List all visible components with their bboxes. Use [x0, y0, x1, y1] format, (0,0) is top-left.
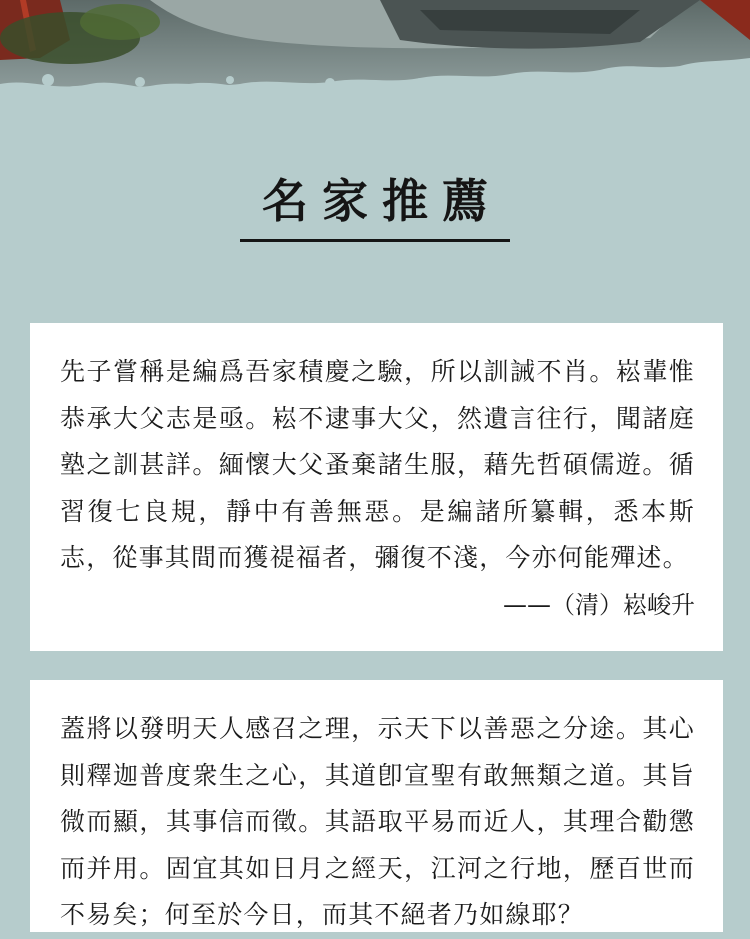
recommendation-text: 先子嘗稱是編爲吾家積慶之驗，所以訓誡不肖。崧輩惟恭承大父志是亟。崧不逮事大父，然遺言往行，聞諸庭塾之訓甚詳。緬懷大父蚤棄諸生服，藉先哲碩儒遊。循習復七良規，靜中有善無惡。是編諸所纂輯，悉本斯志，從事其間而獲禔福者，彌復不淺，今亦何能殫述。 — [60, 357, 695, 572]
title-underline — [240, 239, 510, 242]
recommendation-text: 蓋將以發明天人感召之理，示天下以善惡之分途。其心則釋迦普度衆生之心，其道卽宣聖有敢無類之道。其旨微而顯，其事信而徵。其語取平易而近人，其理合勸懲而并用。固宜其如日月之經天，江河之行地，歷百世而不易矣；何至於今日，而其不絕者乃如線耶？ — [60, 714, 695, 929]
landscape-painting-image — [0, 0, 750, 110]
recommendation-card — [30, 323, 723, 651]
section-title: 名家推薦 — [262, 174, 502, 228]
header-painting — [0, 0, 750, 110]
recommendation-card — [30, 680, 723, 932]
recommendation-attribution: ——（清）崧峻升 — [503, 590, 695, 619]
section-header — [0, 165, 750, 231]
